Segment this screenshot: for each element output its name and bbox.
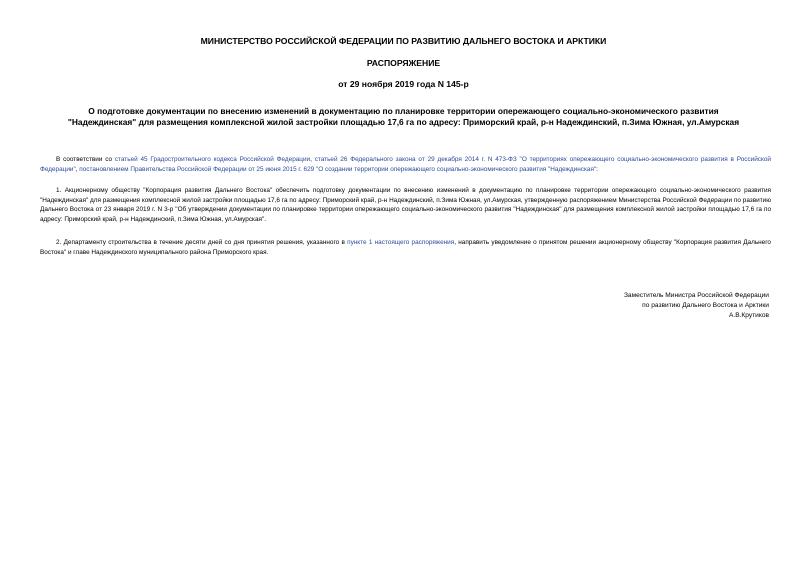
document-title-line-2: "Надеждинская" для размещения комплексной жилой застройки площадью 17,6 га по адресу: Приморский край, р-н Надеждинский, п.Зима Южная, ул.Амурская [67, 117, 740, 127]
signature-position-line-2: по развитию Дальнего Востока и Арктики [642, 302, 769, 309]
document-type: РАСПОРЯЖЕНИЕ [366, 58, 441, 68]
link-town-planning-code-article-45[interactable]: статьей 45 Градостроительного кодекса Российской Федерации [114, 156, 311, 163]
signature-position-line-1: Заместитель Министра Российской Федерации [623, 292, 769, 299]
preamble-text-2: , [310, 156, 315, 163]
document-title-line-1: О подготовке документации по внесению изменений в документацию по планировке территории опережающего социально-экономического развития [88, 106, 719, 116]
signature-block [469, 291, 769, 321]
link-federal-law-473-fz-article-26[interactable]: статьей 26 Федерального закона от 29 декабря 2014 г. N 473-ФЗ "О территориях опережающего социально-экономического развития в Российской Федерации" [40, 156, 771, 173]
item-2-text-2: , направить уведомление о принятом решении акционерному обществу "Корпорация развития Дальнего Востока" и главе Надеждинского муниципального района Приморского края. [40, 239, 771, 256]
preamble-paragraph [40, 155, 771, 174]
ministry-name: МИНИСТЕРСТВО РОССИЙСКОЙ ФЕДЕРАЦИИ ПО РАЗВИТИЮ ДАЛЬНЕГО ВОСТОКА И АРКТИКИ [200, 36, 607, 46]
preamble-text-1: В соответствии со [56, 156, 115, 163]
link-item-1-of-order[interactable]: пункте 1 настоящего распоряжения [347, 239, 455, 246]
link-government-decree-629[interactable]: постановлением Правительства Российской Федерации от 25 июня 2015 г. 629 "О создании территории опережающего социально-экономического развития "Надеждинская" [79, 165, 597, 173]
preamble-text-3: , [75, 165, 80, 173]
document-date-number: от 29 ноября 2019 года N 145-р [338, 79, 469, 89]
document-title [40, 106, 767, 128]
item-1-paragraph: 1. Акционерному обществу "Корпорация развития Дальнего Востока" обеспечить подготовку документации по внесению изменений в документацию по планировке территории опережающего социально-экономического развития "Надеждинская" для размещения комплексной жилой застройки площадью 17,6 га по адресу: Приморский край, р-н Надеждинский, п.Зима Южная, ул.Амурская, утвержденную распоряжением Министерства Российской Федерации по развитию Дальнего Востока от 23 января 2019 г. N 3-р "Об утверждении документации по планировке территории опережающего социально-экономического развития "Надеждинская" для размещения комплексной жилой застройки площадью 17,6 га по адресу: Приморский край, р-н Надеждинский, п.Зима Южная, ул.Амурская". [40, 187, 771, 223]
preamble-text-4: : [596, 165, 598, 173]
signatory-name: А.В.Крутиков [728, 312, 769, 319]
item-2-text-1: 2. Департаменту строительства в течение десяти дней со дня принятия решения, указанного в [56, 239, 348, 246]
item-2-paragraph [40, 238, 771, 257]
